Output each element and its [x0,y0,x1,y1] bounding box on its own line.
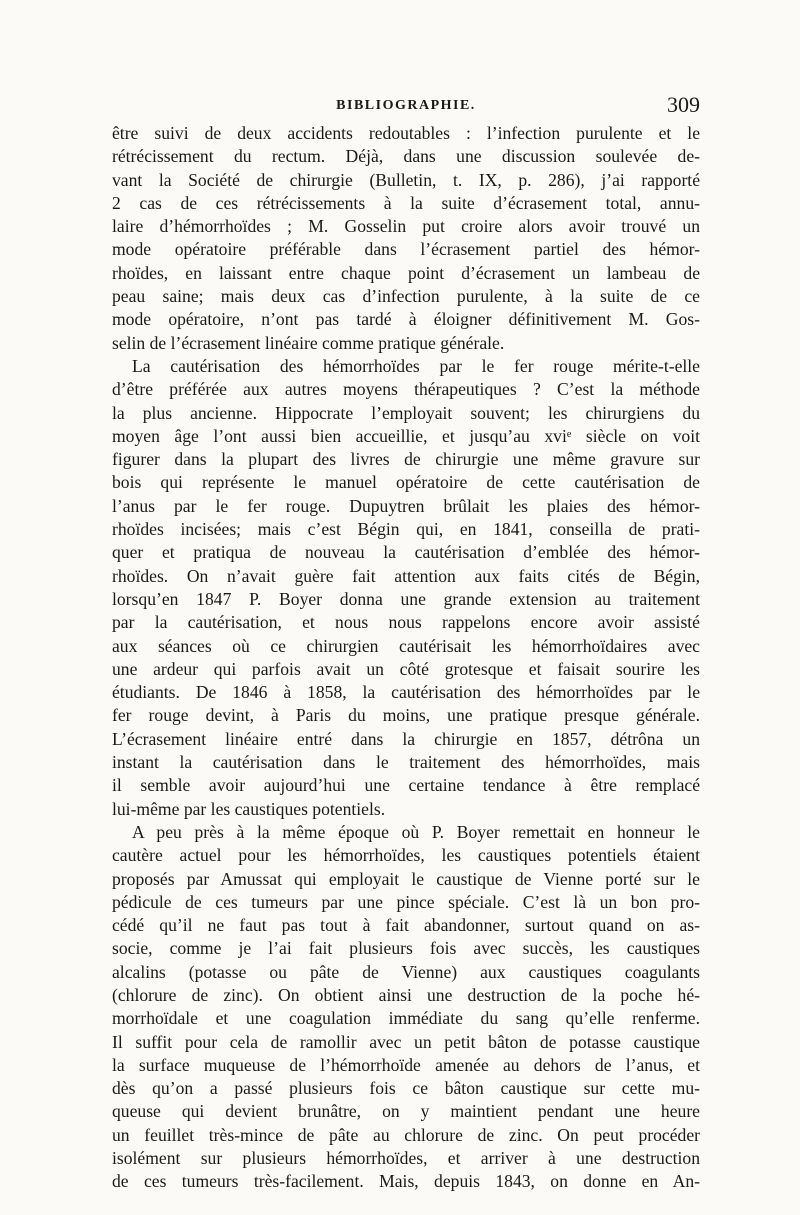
body-text [112,122,700,1194]
text-line: un feuillet très-mince de pâte au chlorure de zinc. On peut procéder [112,1124,700,1145]
text-line: isolément sur plusieurs hémorrhoïdes, et arriver à une destruction [112,1148,700,1169]
text-line: dès qu’on a passé plusieurs fois ce bâton caustique sur cette mu- [112,1078,700,1099]
text-line: étudiants. De 1846 à 1858, la cautérisation des hémorrhoïdes par le [112,682,700,703]
text-line: peau saine; mais deux cas d’infection purulente, à la suite de ce [112,286,700,307]
text-line: l’anus par le fer rouge. Dupuytren brûlait les plaies des hémor- [112,495,700,516]
text-line: pédicule de ces tumeurs par une pince spéciale. C’est là un bon pro- [112,891,700,912]
text-line: mode opératoire préférable dans l’écrasement partiel des hémor- [112,239,700,260]
text-line: d’être préférée aux autres moyens thérapeutiques ? C’est la méthode [112,379,700,400]
text-line: rhoïdes, en laissant entre chaque point d’écrasement un lambeau de [112,262,700,283]
text-line: morrhoïdale et une coagulation immédiate du sang qu’elle renferme. [112,1008,700,1029]
text-line: socie, comme je l’ai fait plusieurs fois avec succès, les caustiques [112,938,700,959]
text-line: fer rouge devint, à Paris du moins, une pratique presque générale. [112,705,700,726]
text-line: 2 cas de ces rétrécissements à la suite d’écrasement total, annu- [112,192,700,213]
text-line: rétrécissement du rectum. Déjà, dans une discussion soulevée de- [112,146,700,167]
text-line: A peu près à la même époque où P. Boyer remettait en honneur le [132,821,700,842]
text-line: par la cautérisation, et nous nous rappelons encore avoir assisté [112,612,700,633]
text-line: une ardeur qui parfois avait un côté grotesque et faisait sourire les [112,658,700,679]
text-line: être suivi de deux accidents redoutables : l’infection purulente et le [112,123,700,143]
text-line: la surface muqueuse de l’hémorrhoïde amenée au dehors de l’anus, et [112,1054,700,1075]
text-line: rhoïdes. On n’avait guère fait attention aux faits cités de Bégin, [112,565,700,586]
text-line: la plus ancienne. Hippocrate l’employait souvent; les chirurgiens du [112,402,700,423]
text-line: moyen âge l’ont aussi bien accueillie, et jusqu’au xviᵉ siècle on voit [112,425,700,446]
text-line: alcalins (potasse ou pâte de Vienne) aux caustiques coagulants [112,961,700,982]
text-line: mode opératoire, n’ont pas tardé à éloigner définitivement M. Gos- [112,309,700,330]
text-line: proposés par Amussat qui employait le caustique de Vienne porté sur le [112,868,700,889]
text-line: queuse qui devient brunâtre, on y maintient pendant une heure [112,1101,700,1122]
text-line: cédé qu’il ne faut pas tout à fait abandonner, surtout quand on as- [112,915,700,936]
text-line: aux séances où ce chirurgien cautérisait les hémorrhoïdaires avec [112,635,700,656]
running-title: BIBLIOGRAPHIE. [336,98,476,113]
text-line: lui-même par les caustiques potentiels. [112,798,386,819]
text-line: (chlorure de zinc). On obtient ainsi une destruction de la poche hé- [112,984,700,1005]
text-line: laire d’hémorrhoïdes ; M. Gosselin put croire alors avoir trouvé un [112,216,700,237]
text-line: instant la cautérisation dans le traitement des hémorrhoïdes, mais [112,752,700,773]
text-line: La cautérisation des hémorrhoïdes par le fer rouge mérite-t-elle [132,355,700,376]
text-line: selin de l’écrasement linéaire comme pratique générale. [112,332,505,353]
text-line: cautère actuel pour les hémorrhoïdes, les caustiques potentiels étaient [112,845,700,866]
text-line: il semble avoir aujourd’hui une certaine tendance à être remplacé [112,775,700,796]
text-line: Il suffit pour cela de ramollir avec un petit bâton de potasse caustique [112,1031,700,1052]
text-line: quer et pratiqua de nouveau la cautérisation d’emblée des hémor- [112,542,700,563]
text-line: L’écrasement linéaire entré dans la chirurgie en 1857, détrôna un [112,728,700,749]
text-line: vant la Société de chirurgie (Bulletin, t. IX, p. 286), j’ai rapporté [112,169,700,190]
text-line: bois qui représente le manuel opératoire de cette cautérisation de [112,472,700,493]
page-header [112,92,700,122]
text-line: figurer dans la plupart des livres de chirurgie une même gravure sur [112,449,700,470]
text-line: lorsqu’en 1847 P. Boyer donna une grande extension au traitement [112,588,700,609]
text-line: de ces tumeurs très-facilement. Mais, depuis 1843, on donne en An- [112,1171,700,1192]
text-line: rhoïdes incisées; mais c’est Bégin qui, en 1841, conseilla de prati- [112,519,700,540]
page-number: 309 [667,92,700,117]
